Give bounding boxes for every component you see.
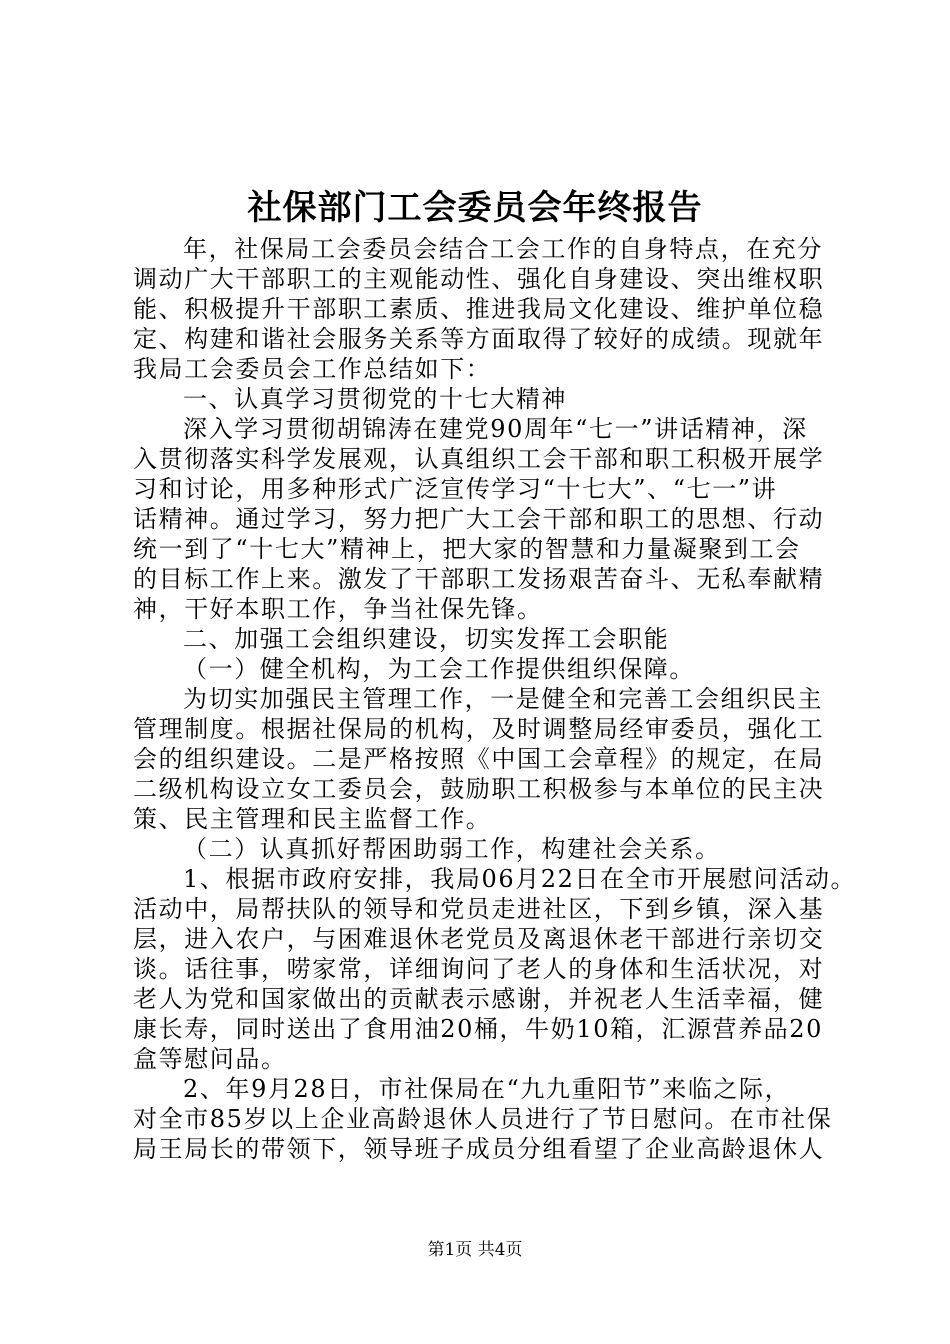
body-line: 入贯彻落实科学发展观，认真组织工会干部和职工积极开展学: [133, 445, 825, 473]
body-line: 谈。话往事，唠家常，详细询问了老人的身体和生活状况，对: [133, 955, 825, 983]
body-line: 调动广大干部职工的主观能动性、强化自身建设、突出维权职: [133, 265, 825, 293]
body-line: 会的组织建设。二是严格按照《中国工会章程》的规定，在局: [133, 745, 825, 773]
body-line: 话精神。通过学习，努力把广大工会干部和职工的思想、行动: [133, 505, 825, 533]
body-line: （二）认真抓好帮困助弱工作，构建社会关系。: [183, 835, 721, 863]
body-line: 管理制度。根据社保局的机构，及时调整局经审委员，强化工: [133, 715, 825, 743]
body-line: 深入学习贯彻胡锦涛在建党90周年“七一”讲话精神，深: [183, 415, 808, 443]
body-line: 盒等慰问品。: [133, 1045, 287, 1073]
body-line: 层，进入农户，与困难退休老党员及离退休老干部进行亲切交: [133, 925, 825, 953]
body-line: 康长寿，同时送出了食用油20桶，牛奶10箱，汇源营养品20: [133, 1015, 824, 1043]
body-line: 年，社保局工会委员会结合工会工作的自身特点，在充分: [183, 235, 823, 263]
body-line: 2、年9月28日，市社保局在“九九重阳节”来临之际，: [183, 1075, 791, 1103]
body-line: 二、加强工会组织建设，切实发挥工会职能: [183, 625, 670, 653]
body-line: 习和讨论，用多种形式广泛宣传学习“十七大”、“七一”讲: [133, 475, 778, 503]
body-line: 统一到了“十七大”精神上，把大家的智慧和力量凝聚到工会: [133, 535, 801, 563]
body-line: 定、构建和谐社会服务关系等方面取得了较好的成绩。现就年: [133, 325, 825, 353]
document-title: 社保部门工会委员会年终报告: [247, 188, 703, 228]
body-line: 活动中，局帮扶队的领导和党员走进社区，下到乡镇，深入基: [133, 895, 825, 923]
body-line: 为切实加强民主管理工作，一是健全和完善工会组织民主: [183, 685, 823, 713]
body-line: 一、认真学习贯彻党的十七大精神: [183, 385, 567, 413]
body-line: 对全市85岁以上企业高龄退休人员进行了节日慰问。在市社保: [133, 1105, 833, 1133]
body-line: 二级机构设立女工委员会，鼓励职工积极参与本单位的民主决: [133, 775, 825, 803]
document-body: [133, 234, 857, 1164]
body-line: 1、根据市政府安排，我局06月22日在全市开展慰问活动。: [183, 865, 857, 893]
body-line: 神，干好本职工作，争当社保先锋。: [133, 595, 543, 623]
page-footer: 第1页 共4页: [427, 1240, 523, 1260]
body-line: 的目标工作上来。激发了干部职工发扬艰苦奋斗、无私奉献精: [133, 565, 825, 593]
body-line: 老人为党和国家做出的贡献表示感谢，并祝老人生活幸福，健: [133, 985, 825, 1013]
body-line: 能、积极提升干部职工素质、推进我局文化建设、维护单位稳: [133, 295, 825, 323]
body-line: 我局工会委员会工作总结如下：: [133, 355, 492, 383]
body-line: 局王局长的带领下，领导班子成员分组看望了企业高龄退休人: [133, 1135, 825, 1163]
body-line: 策、民主管理和民主监督工作。: [133, 805, 492, 833]
body-line: （一）健全机构，为工会工作提供组织保障。: [183, 655, 695, 683]
